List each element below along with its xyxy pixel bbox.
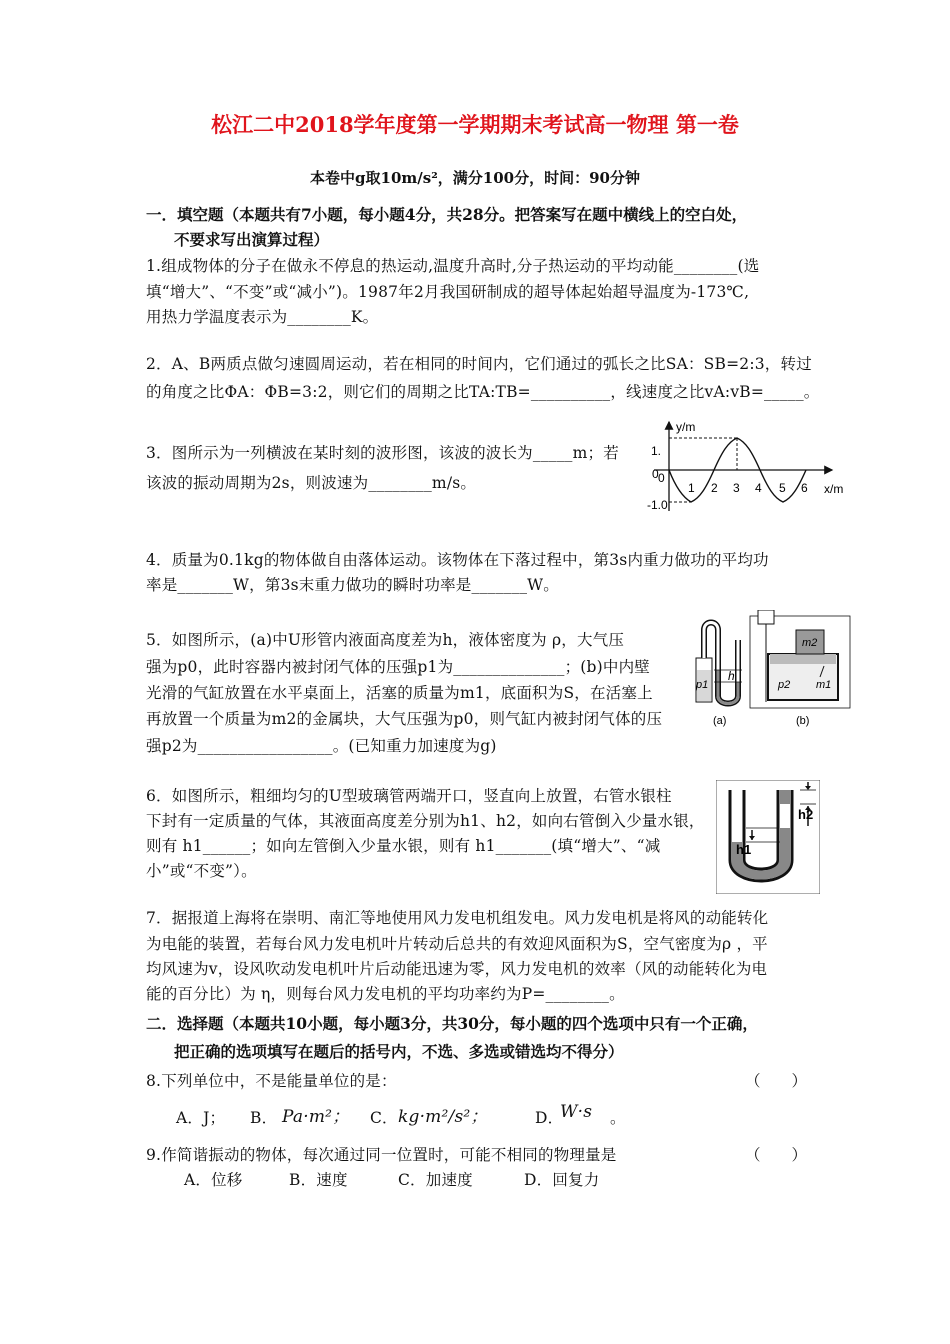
label-h1: h1 [736, 842, 752, 857]
q3-line2: 该波的振动周期为2s，则波速为________m/s。 [146, 474, 477, 492]
q8-option-b: Pa·m²； [282, 1107, 350, 1127]
q6-line1: 6．如图所示，粗细均匀的U型玻璃管两端开口，竖直向上放置，右管水银柱 [146, 787, 672, 805]
q8-option-b-prefix: B． [250, 1109, 278, 1127]
q2-line2: 的角度之比ΦA：ΦB=3:2，则它们的周期之比TA:TB=__________，线速度之比vA:vB=_____。 [146, 383, 820, 401]
label-m2: m2 [802, 637, 818, 649]
q7-line2: 为电能的装置，若每台风力发电机叶片转动后总共的有效迎风面积为S，空气密度为ρ ，平 [146, 935, 768, 953]
y-tick-neg1: -1.0 [647, 498, 668, 512]
q7-line4: 能的百分比）为 η，则每台风力发电机的平均功率约为P=________。 [146, 985, 625, 1003]
q9-answer-paren: （ ） [745, 1146, 808, 1164]
label-b: (b) [796, 715, 810, 727]
q5-line5: 强p2为_________________。(已知重力加速度为g) [146, 737, 497, 755]
x-axis-label: x/m [824, 482, 844, 496]
x-tick-6: 6 [801, 481, 808, 495]
q4-line2: 率是_______W，第3s末重力做功的瞬时功率是_______W。 [146, 576, 559, 594]
q1-line3: 用热力学温度表示为________K。 [146, 308, 379, 326]
x-tick-5: 5 [779, 481, 786, 495]
y-axis-label: y/m [676, 420, 696, 434]
q8-option-d-prefix: D． [535, 1109, 564, 1127]
x-tick-4: 4 [755, 481, 762, 495]
q5-line1: 5．如图所示，(a)中U形管内液面高度差为h，液体密度为 ρ，大气压 [146, 631, 625, 649]
wave-graph [644, 416, 854, 516]
y-tick-1: 1. [651, 444, 662, 458]
section1-heading-cont: 不要求写出演算过程） [174, 230, 330, 249]
q7-line3: 均风速为v，设风吹动发电机叶片后动能迅速为零，风力发电机的效率（风的动能转化为电 [146, 960, 768, 978]
u-tube-mercury-figure [716, 780, 820, 894]
piston [770, 654, 836, 664]
small-box [758, 610, 774, 624]
q8-option-c: kg·m²/s²； [398, 1107, 488, 1127]
q3-line1: 3．图所示为一列横波在某时刻的波形图，该波的波长为_____m；若 [146, 444, 619, 462]
section2-heading: 二．选择题（本题共10小题，每小题3分，共30分，每小题的四个选项中只有一个正确， [146, 1014, 758, 1033]
label-p2: p2 [778, 679, 791, 691]
q8-option-a: A．J； [176, 1109, 226, 1127]
q5-line3: 光滑的气缸放置在水平桌面上，活塞的质量为m1，底面积为S，在活塞上 [146, 684, 653, 702]
q9-option-c: C．加速度 [398, 1171, 473, 1189]
q8-answer-paren: （ ） [745, 1072, 808, 1090]
label-p1: p1 [696, 679, 709, 691]
section2-heading-cont: 把正确的选项填写在题后的括号内，不选、多选或错选均不得分） [174, 1042, 624, 1061]
q2-line1: 2．A、B两质点做匀速圆周运动，若在相同的时间内，它们通过的弧长之比SA：SB=2:3，转过 [146, 355, 812, 373]
q9-stem: 9.作简谐振动的物体，每次通过同一位置时，可能不相同的物理量是 [146, 1146, 617, 1164]
q9-option-b: B．速度 [289, 1171, 348, 1189]
x-tick-1: 1 [688, 481, 695, 495]
label-h: h [728, 669, 735, 683]
q9-option-d: D．回复力 [524, 1171, 600, 1189]
label-h2: h2 [798, 807, 814, 822]
right-top-mercury [780, 790, 790, 804]
q8-stem: 8.下列单位中，不是能量单位的是： [146, 1072, 397, 1090]
origin-label: 0 [658, 471, 665, 485]
q9-option-a: A．位移 [184, 1171, 243, 1189]
section1-heading: 一．填空题（本题共有7小题，每小题4分，共28分。把答案写在题中横线上的空白处， [146, 205, 748, 224]
y-tick-0: 0 [652, 467, 659, 481]
x-tick-3: 3 [733, 481, 740, 495]
exam-info: 本卷中g取10m/s²，满分100分，时间：90分钟 [310, 169, 640, 187]
page-title: 松江二中2018学年度第一学期期末考试高一物理 第一卷 [211, 112, 739, 137]
x-tick-2: 2 [711, 481, 718, 495]
q8-option-d: W·s [560, 1102, 593, 1122]
q6-line4: 小”或“不变”）。 [146, 862, 257, 880]
q1-line2: 填“增大”、“不变”或“减小”)。1987年2月我国研制成的超导体起始超导温度为-173℃, [146, 283, 750, 301]
label-m1: m1 [816, 679, 832, 691]
pressure-figure [688, 610, 854, 730]
q6-line3: 则有 h1______；如向左管倒入少量水银，则有 h1_______(填“增大”、“减 [146, 837, 661, 855]
q1-line1: 1.组成物体的分子在做永不停息的热运动,温度升高时,分子热运动的平均动能________(选 [146, 257, 760, 275]
q5-line2: 强为p0，此时容器内被封闭气体的压强p1为______________；(b)中内壁 [146, 658, 650, 676]
q4-line1: 4．质量为0.1kg的物体做自由落体运动。该物体在下落过程中，第3s内重力做功的平均功 [146, 551, 769, 569]
q8-option-d-end: 。 [610, 1109, 626, 1127]
label-a: (a) [713, 715, 727, 727]
q6-line2: 下封有一定质量的气体，其液面高度差分别为h1、h2，如向右管倒入少量水银， [146, 812, 705, 830]
q5-line4: 再放置一个质量为m2的金属块，大气压强为p0，则气缸内被封闭气体的压 [146, 710, 663, 728]
q8-option-c-prefix: C． [370, 1109, 398, 1127]
q7-line1: 7．据报道上海将在崇明、南汇等地使用风力发电机组发电。风力发电机是将风的动能转化 [146, 909, 769, 927]
